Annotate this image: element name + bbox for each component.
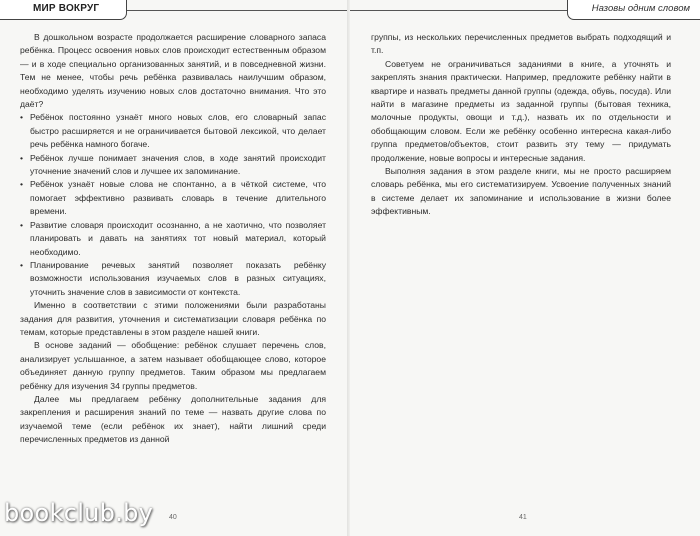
- body-paragraph: В основе заданий — обобщение: ребёнок слушает перечень слов, анализирует услышанное, а затем называет обобщающее слово, которое объединяет данную группу предметов. Таким образом мы предлагаем ребёнку для изучения 34 группы предметов.: [20, 340, 326, 391]
- bullet-item: • Ребёнок лучше понимает значения слов, в ходе занятий происходит уточнение значений слов и лучшее их запоминание.: [20, 152, 326, 179]
- section-title-left: МИР ВОКРУГ: [33, 3, 100, 14]
- right-page-text: [371, 31, 671, 219]
- watermark-logo: bookclub.by: [4, 499, 154, 527]
- section-header-left: [0, 0, 127, 20]
- bullet-item: • Ребёнок узнаёт новые слова не спонтанно, а в чёткой системе, что помогает эффективно развивать словарь в течение длительного времени.: [20, 178, 326, 218]
- body-paragraph: Далее мы предлагаем ребёнку дополнительные задания для закрепления и расширения знаний по теме — назвать другие слова по изучаемой теме (если ребёнок их знает), найти лишний среди перечисленных предметов из данной: [20, 393, 326, 445]
- benefits-list: [20, 111, 326, 299]
- header-rule-right: [350, 10, 568, 11]
- page-number-left: 40: [169, 514, 177, 521]
- intro-paragraph: В дошкольном возрасте продолжается расширение словарного запаса ребёнка. Процесс освоения новых слов происходит естественным образом — и в ходе специально организованных занятий, и в повседневной жизни. Тем не менее, чтобы речь ребёнка развивалась наилучшим образом, необходимо уделять изучению новых слов достаточно внимания. Что это даёт?: [20, 32, 326, 110]
- page-number-right: 41: [519, 514, 527, 521]
- left-page-text: [20, 31, 326, 447]
- bullet-item: • Развитие словаря происходит осознанно, а не хаотично, что позволяет планировать и давать на занятиях тот новый материал, который необходимо.: [20, 219, 326, 259]
- bullet-item: • Ребёнок постоянно узнаёт много новых слов, его словарный запас быстро расширяется и не ограничивается бытовой лексикой, что делает речь ребёнка намного богаче.: [20, 111, 326, 151]
- body-paragraph: Выполняя задания в этом разделе книги, мы не просто расширяем словарь ребёнка, мы его систематизируем. Усвоение полученных знаний в системе делает их запоминание и использование в жизни более эффективным.: [371, 166, 671, 217]
- bullet-item: • Планирование речевых занятий позволяет показать ребёнку возможности использования изучаемых слов в разных ситуациях, уточнить значение слов в зависимости от контекста.: [20, 259, 326, 299]
- section-header-right: [567, 0, 700, 20]
- body-paragraph: Советуем не ограничиваться заданиями в книге, а уточнять и закреплять знания практически. Например, предложите ребёнку найти в квартире и назвать предметы данной группы (одежда, обувь, посуда). Или найти в магазине предметы из заданной группы (бытовая техника, молочные продукты, овощи и т.д.), назвать их по отдельности и обобщающим словом. Если же ребёнку особенно интересна какая-либо группа предметов/объектов, стоит развить эту тему — придумать продолжение, новые вопросы и интересные задания.: [371, 58, 671, 163]
- continuation-paragraph: группы, из нескольких перечисленных предметов выбрать подходящий и т.п.: [371, 32, 671, 56]
- right-page: [350, 0, 700, 536]
- section-title-right: Назовы одним словом: [591, 3, 690, 14]
- header-rule-left: [126, 10, 347, 11]
- body-paragraph: Именно в соответствии с этими положениями были разработаны задания для развития, уточнения и систематизации словаря ребёнка по темам, которые представлены в этом разделе нашей книги.: [20, 300, 326, 337]
